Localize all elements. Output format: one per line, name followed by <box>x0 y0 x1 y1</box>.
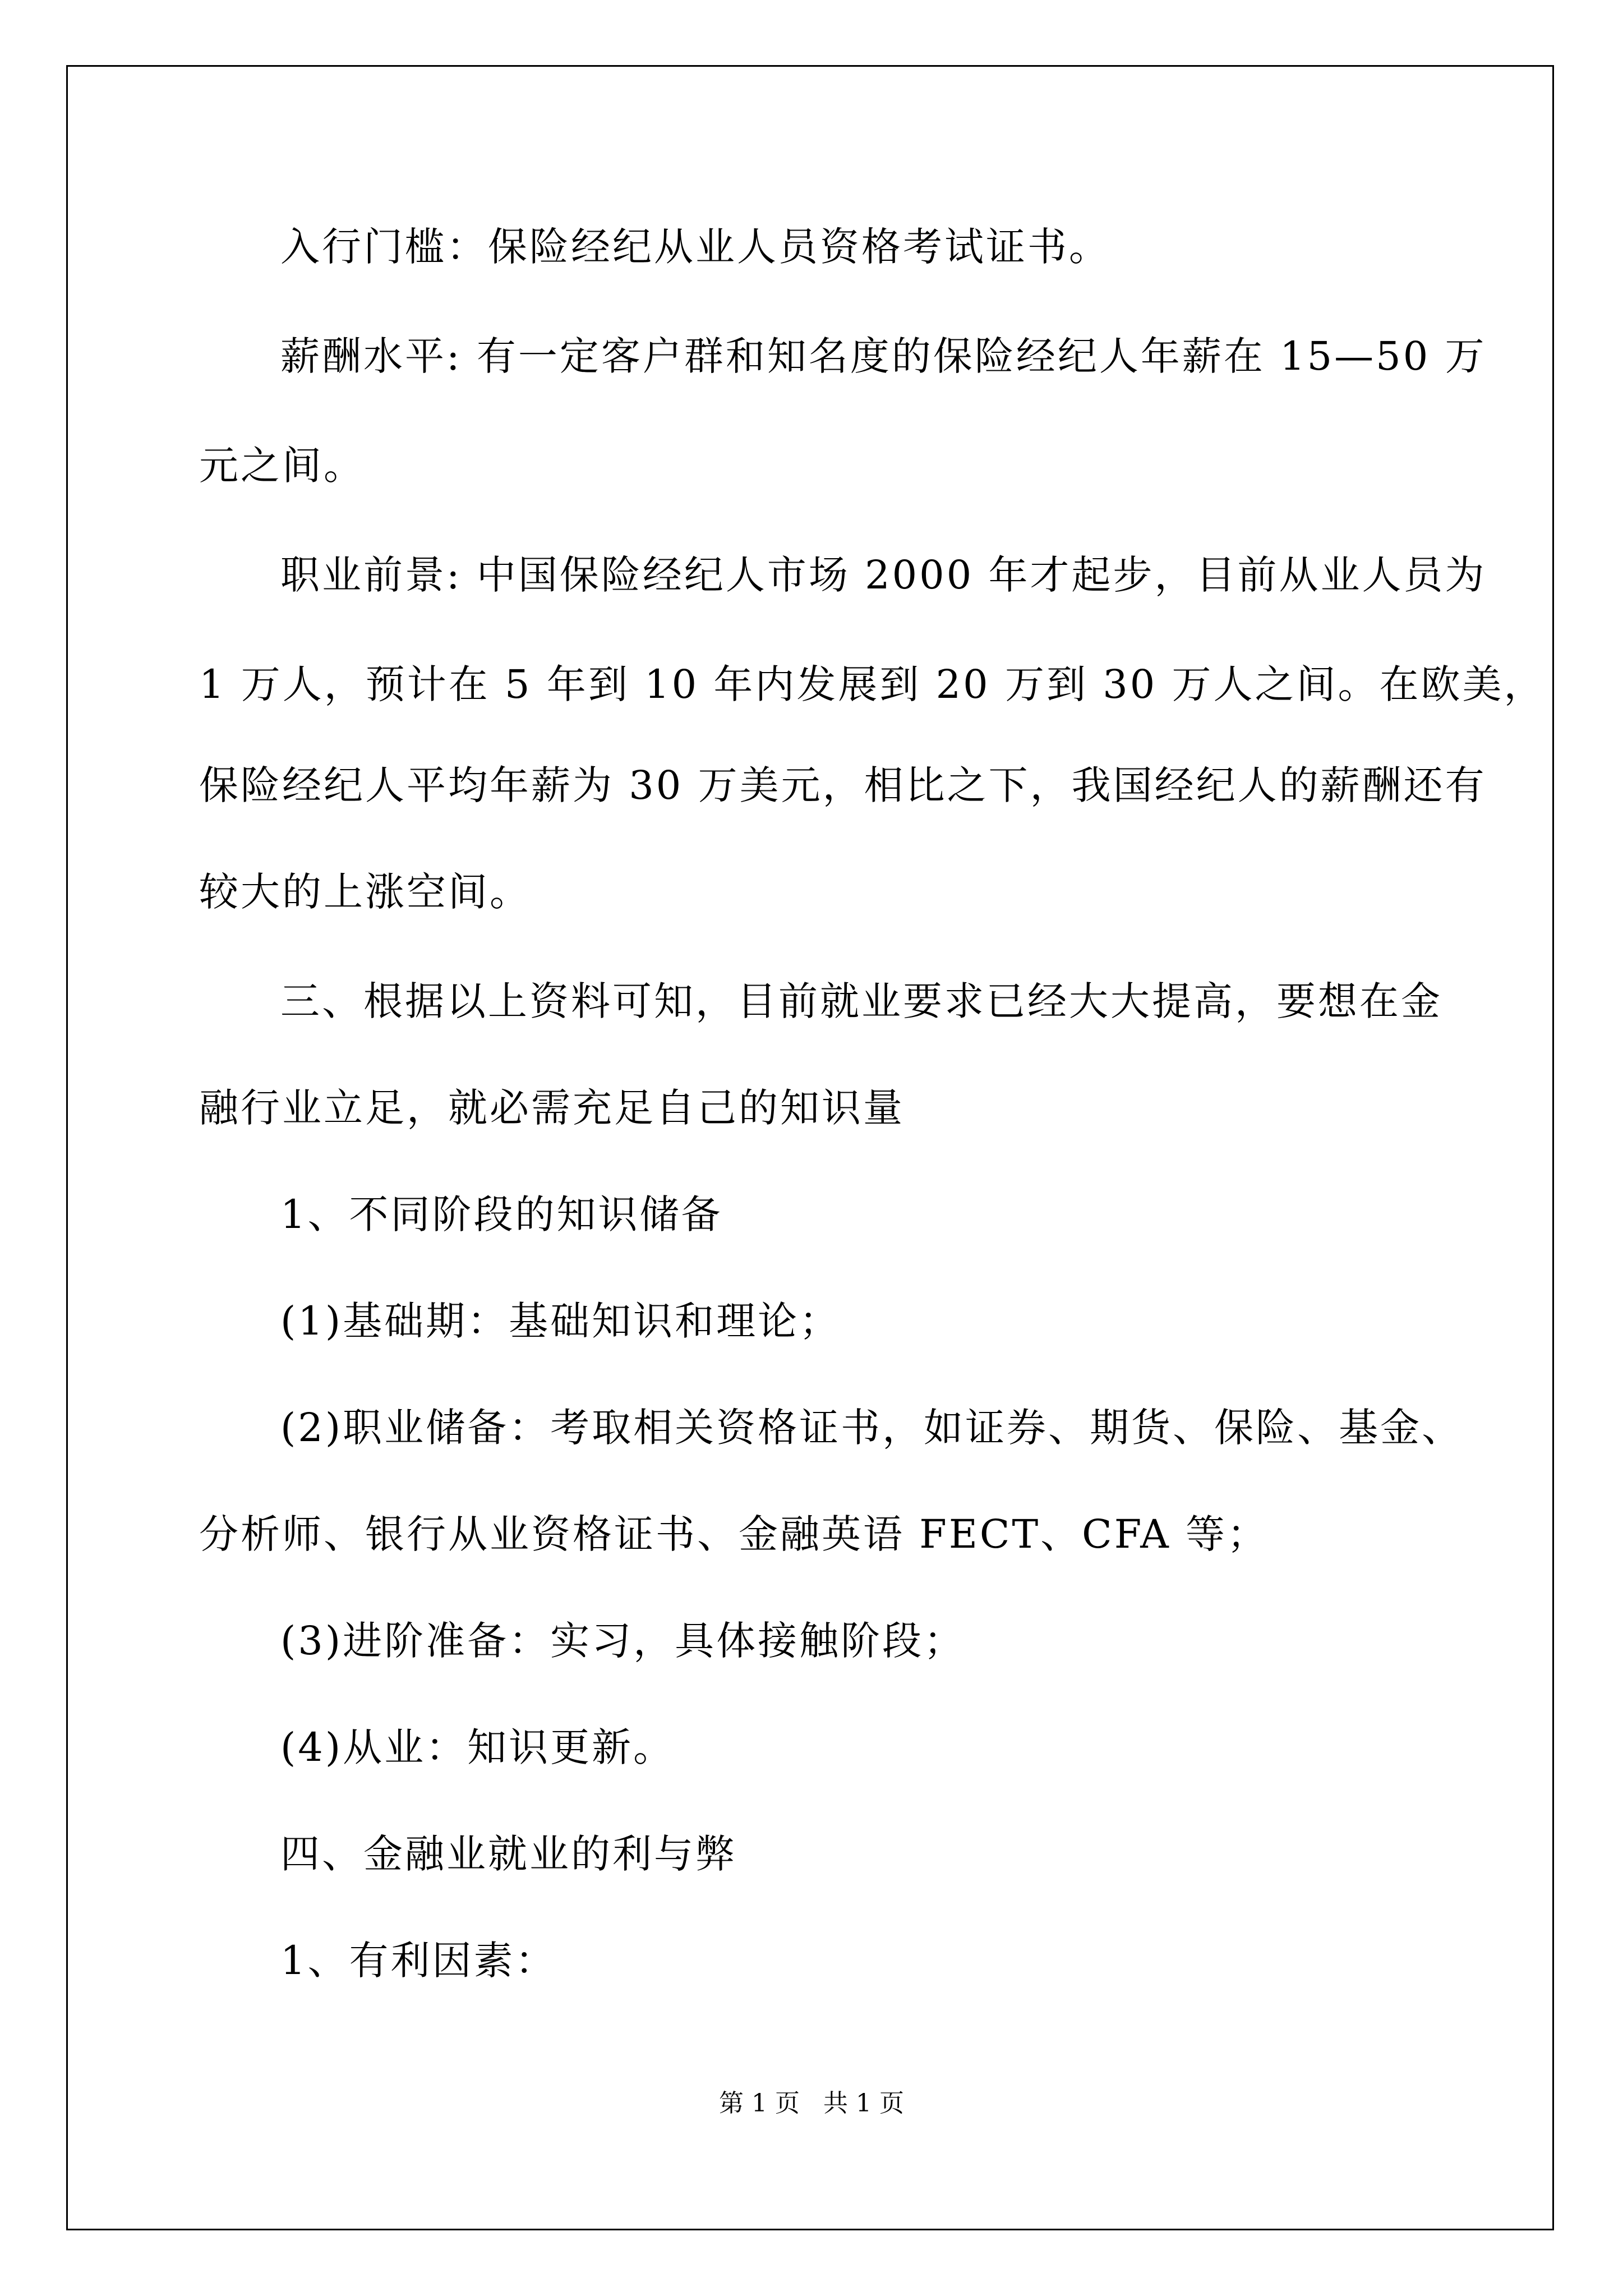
text-line: 分析师、银行从业资格证书、金融英语 FECT、CFA 等； <box>199 1511 1269 1557</box>
text-line: 较大的上涨空间。 <box>199 869 531 915</box>
text-line: 保险经纪人平均年薪为 30 万美元，相比之下，我国经纪人的薪酬还有 <box>199 762 1487 808</box>
text-line: 1、不同阶段的知识储备 <box>280 1191 723 1237</box>
page-number-current: 第 1 页 <box>719 2089 800 2118</box>
text-line: 薪酬水平: 有一定客户群和知名度的保险经纪人年薪在 15—50 万 <box>280 333 1487 379</box>
text-line: 四、金融业就业的利与弊 <box>280 1831 737 1877</box>
text-line: 三、根据以上资料可知，目前就业要求已经大大提高，要想在金 <box>280 978 1442 1024</box>
text-line: 1 万人，预计在 5 年到 10 年内发展到 20 万到 30 万人之间。在欧美， <box>199 661 1546 707</box>
text-line: (2)职业储备：考取相关资格证书，如证券、期货、保险、基金、 <box>280 1405 1464 1451</box>
text-line: 1、有利因素： <box>280 1938 557 1984</box>
text-line: 元之间。 <box>199 443 365 489</box>
page-number-total: 共 1 页 <box>823 2089 904 2118</box>
page-footer <box>0 2087 1623 2120</box>
text-line: 入行门槛：保险经纪从业人员资格考试证书。 <box>280 224 1110 270</box>
text-line: 职业前景: 中国保险经纪人市场 2000 年才起步，目前从业人员为 <box>280 552 1487 598</box>
text-line: (4)从业：知识更新。 <box>280 1724 675 1770</box>
text-line: 融行业立足，就必需充足自己的知识量 <box>199 1085 905 1131</box>
text-line: (3)进阶准备：实习，具体接触阶段； <box>280 1618 966 1664</box>
text-line: (1)基础期：基础知识和理论； <box>280 1298 841 1344</box>
page-border <box>66 65 1554 2230</box>
